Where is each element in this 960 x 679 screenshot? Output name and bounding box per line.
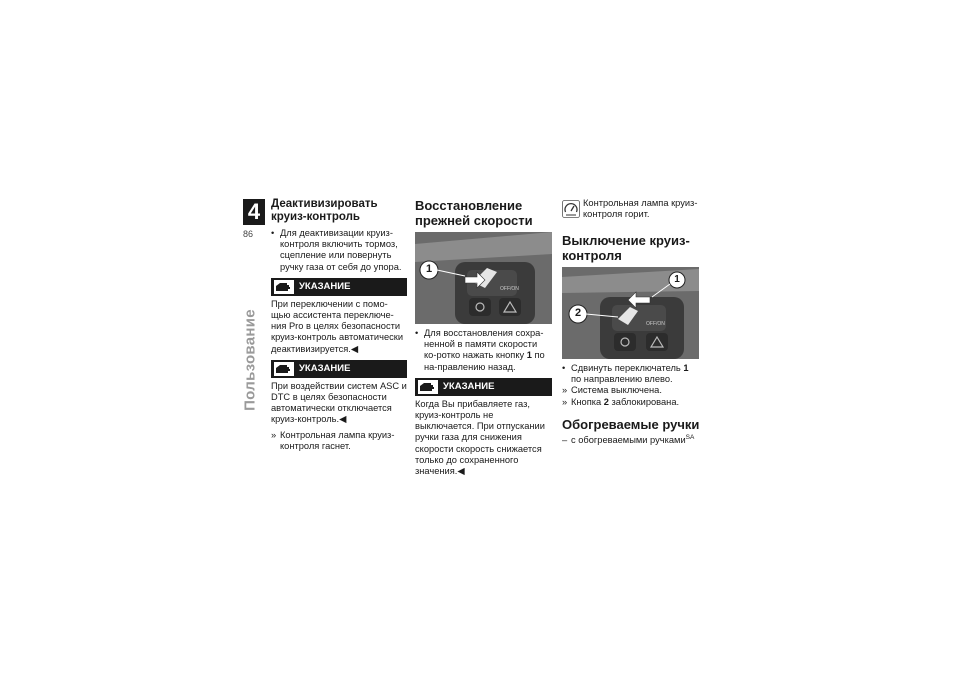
page-number: 86 xyxy=(243,229,254,239)
note-header xyxy=(415,378,552,396)
result-text: Контрольная лампа круиз-контроля гаснет. xyxy=(280,429,395,451)
bullet-marker: • xyxy=(271,228,275,238)
end-marker: ◀ xyxy=(457,466,465,477)
result-item xyxy=(562,385,700,396)
bullet-item xyxy=(271,228,407,273)
button-ref-1: 1 xyxy=(526,350,532,361)
result-text: Система выключена. xyxy=(571,385,662,396)
bullet-text: Для деактивизации круиз-контроля включить тормоз, сцепление или повернуть ручку газа от себя до упора. xyxy=(280,228,402,272)
bullet-text-a: Сдвинуть переключатель xyxy=(571,363,684,373)
bullet-marker: • xyxy=(562,363,566,373)
bullet-text xyxy=(424,328,545,372)
equipment-item xyxy=(562,435,700,446)
chapter-title: Пользование xyxy=(241,309,259,411)
switch-label: OFF/ON xyxy=(646,321,665,327)
result-marker: » xyxy=(271,429,277,440)
result-item xyxy=(562,397,700,408)
result-text xyxy=(571,397,679,407)
special-equipment-mark: SA xyxy=(685,433,695,441)
note-label: УКАЗАНИЕ xyxy=(443,381,495,393)
lamp-status xyxy=(562,198,700,224)
button-ref-2: 2 xyxy=(603,396,609,407)
result-marker: » xyxy=(562,396,568,407)
equipment-text-body: с обогреваемыми ручками xyxy=(571,434,686,445)
heading-heated-grips: Обогреваемые ручки xyxy=(562,416,700,432)
switch-label: OFF/ON xyxy=(500,286,519,292)
column-3 xyxy=(562,198,700,446)
handlebar-photo-off xyxy=(562,267,699,359)
note-text-body: При переключении с помо-щью ассистента переключе-ния Pro в целях безопасности круиз-контроль автоматически деактивизируется. xyxy=(271,298,404,354)
bullet-text-b: по на-правлению назад. xyxy=(424,350,545,372)
bullet-item xyxy=(415,328,552,373)
bullet-text xyxy=(571,363,689,384)
note-label: УКАЗАНИЕ xyxy=(299,363,351,375)
chapter-number: 4 xyxy=(243,199,265,225)
photo-callout-1: 1 xyxy=(674,274,680,285)
note-hand-icon xyxy=(418,380,438,394)
lamp-text: Контрольная лампа круиз-контроля горит. xyxy=(583,198,698,220)
bullet-text-a: Для восстановления сохра-ненной в памяти скорости ко-ротко нажать кнопку xyxy=(424,328,544,361)
note-header xyxy=(271,360,407,378)
dash-marker: – xyxy=(562,434,568,445)
end-marker: ◀ xyxy=(350,343,359,354)
column-2 xyxy=(415,198,552,477)
result-marker: » xyxy=(562,385,568,396)
note-header xyxy=(271,278,407,296)
bullet-marker: • xyxy=(415,328,419,338)
result-text-b: заблокирована. xyxy=(608,396,680,407)
note-hand-icon xyxy=(274,362,294,376)
note-hand-icon xyxy=(274,280,294,294)
heading-deactivate: Деактивизировать круиз-контроль xyxy=(271,198,378,223)
column-1 xyxy=(271,198,407,452)
photo-callout-1: 1 xyxy=(425,263,433,275)
note-text-body: Когда Вы прибавляете газ, круиз-контроль не выключается. При отпускании ручки газа для снижения скорости скорость снижается только до сохраненного значения. xyxy=(415,398,545,477)
heading-switch-off: Выключение круиз-контроля xyxy=(562,233,690,263)
note-text xyxy=(271,381,407,426)
result-item xyxy=(271,430,407,452)
switch-ref-1: 1 xyxy=(683,363,689,373)
note-text xyxy=(271,299,407,355)
equipment-text xyxy=(571,435,694,445)
note-text xyxy=(415,399,552,477)
photo-callout-2: 2 xyxy=(574,307,582,319)
heading-resume: Восстановление прежней скорости xyxy=(415,198,533,228)
bullet-text-b: по направлению влево. xyxy=(571,374,673,385)
note-label: УКАЗАНИЕ xyxy=(299,281,351,293)
handlebar-photo-resume xyxy=(415,232,552,324)
end-marker: ◀ xyxy=(339,414,347,425)
result-text-a: Кнопка xyxy=(571,396,604,407)
cruise-lamp-icon xyxy=(562,200,580,218)
bullet-item xyxy=(562,363,700,385)
note-text-body: При воздействии систем ASC и DTC в целях безопасности автоматически отключается круиз-контроль. xyxy=(271,380,407,425)
